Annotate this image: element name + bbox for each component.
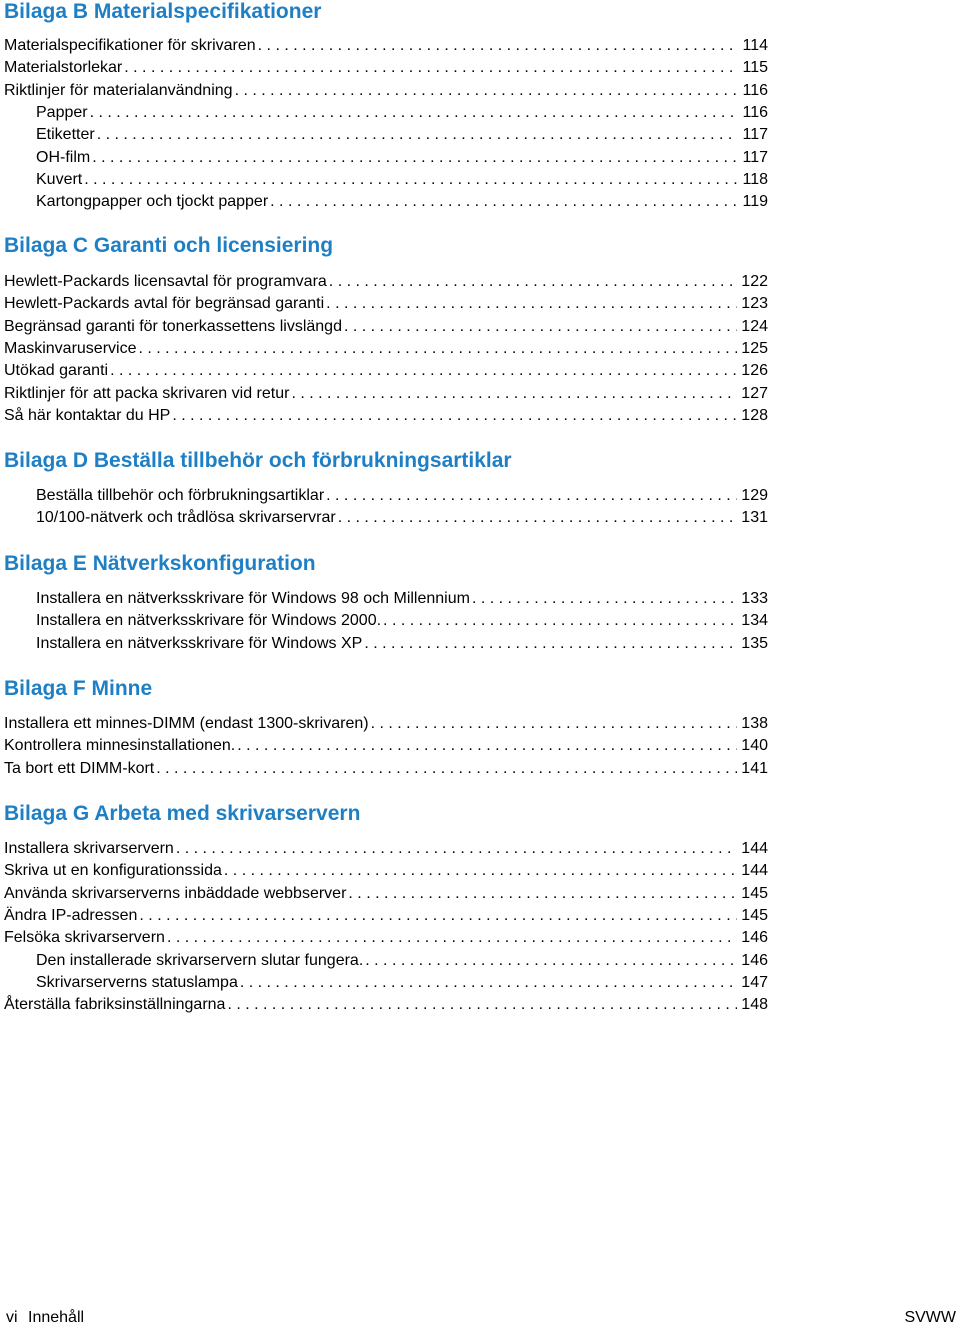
toc-entry-title: Maskinvaruservice xyxy=(4,339,137,357)
toc-entry[interactable] xyxy=(4,758,768,780)
toc-entry-title: Kontrollera minnesinstallationen. xyxy=(4,737,236,755)
dot-leader xyxy=(172,405,737,427)
dot-leader xyxy=(84,169,738,191)
dot-leader xyxy=(156,758,737,780)
dot-leader xyxy=(326,485,737,507)
toc-entry-page: 123 xyxy=(741,295,768,313)
toc-entry-title: Installera ett minnes-DIMM (endast 1300-skrivaren) xyxy=(4,715,369,732)
toc-entry-title: Begränsad garanti för tonerkassettens livslängd xyxy=(4,317,342,335)
toc-entry[interactable] xyxy=(4,994,768,1016)
toc-entry-title: Beställa tillbehör och förbrukningsartiklar xyxy=(36,487,325,504)
dot-leader xyxy=(383,610,737,632)
footer-left xyxy=(6,1306,90,1330)
toc-entry-page: 129 xyxy=(741,487,768,504)
toc-entry-page: 140 xyxy=(741,737,768,755)
toc-entry[interactable] xyxy=(4,271,768,293)
toc-entry[interactable] xyxy=(36,972,768,994)
toc-entry-page: 131 xyxy=(741,509,768,527)
toc-entry-title: Hewlett-Packards licensavtal för programvara xyxy=(4,273,327,290)
dot-leader xyxy=(291,383,737,405)
toc-entry-title: Skrivarserverns statuslampa xyxy=(36,973,238,991)
dot-leader xyxy=(139,905,737,927)
dot-leader xyxy=(344,316,737,338)
toc-entry[interactable] xyxy=(36,633,768,655)
toc-entry-page: 115 xyxy=(742,59,768,77)
page-footer xyxy=(0,1306,960,1330)
dot-leader xyxy=(138,338,737,360)
toc-entry-page: 146 xyxy=(741,951,768,969)
dot-leader xyxy=(176,838,737,860)
dot-leader xyxy=(348,883,737,905)
toc-entry-title: 10/100-nätverk och trådlösa skrivarservrar xyxy=(36,509,336,527)
section-heading[interactable]: Bilaga E Nätverkskonfiguration xyxy=(4,552,316,575)
toc-entry[interactable] xyxy=(36,950,768,972)
toc-entry-title: Installera en nätverksskrivare för Windows XP xyxy=(36,634,363,652)
dot-leader xyxy=(227,994,737,1016)
dot-leader xyxy=(97,124,739,146)
toc-entry-title: Installera en nätverksskrivare för Windows 98 och Millennium xyxy=(36,590,470,607)
toc-entry-page: 146 xyxy=(741,929,768,947)
toc-entry-title: Utökad garanti xyxy=(4,362,109,380)
toc-entry[interactable] xyxy=(4,316,768,338)
dot-leader xyxy=(237,735,737,757)
footer-page-number: vi xyxy=(6,1309,18,1326)
toc-entry[interactable] xyxy=(4,883,768,905)
toc-entry[interactable] xyxy=(4,860,768,882)
toc-entry-page: 126 xyxy=(741,362,768,380)
toc-entry[interactable] xyxy=(4,383,768,405)
toc-entry-title: Installera en nätverksskrivare för Windows 2000. xyxy=(36,612,382,630)
footer-section-name: Innehåll xyxy=(28,1309,85,1326)
toc-entry-title: OH-film xyxy=(36,148,91,166)
dot-leader xyxy=(167,927,737,949)
toc-entry-page: 119 xyxy=(742,193,768,211)
toc-entry[interactable] xyxy=(36,191,768,213)
toc-entry-title: Etiketter xyxy=(36,126,95,144)
toc-entry[interactable] xyxy=(4,293,768,315)
toc-entry-title: Materialstorlekar xyxy=(4,59,123,77)
toc-entry[interactable] xyxy=(4,405,768,427)
dot-leader xyxy=(365,950,737,972)
toc-entry-title: Installera skrivarservern xyxy=(4,840,174,857)
toc-entry-page: 117 xyxy=(742,148,768,166)
dot-leader xyxy=(90,102,739,124)
toc-entry-page: 148 xyxy=(741,996,768,1014)
toc-entry-page: 134 xyxy=(741,612,768,630)
toc-entry-page: 133 xyxy=(741,590,768,607)
toc-entry[interactable] xyxy=(4,338,768,360)
dot-leader xyxy=(338,507,738,529)
toc-entry-title: Felsöka skrivarservern xyxy=(4,929,165,947)
toc-entry[interactable] xyxy=(4,838,768,860)
toc-entry-page: 124 xyxy=(741,317,768,335)
toc-entry[interactable] xyxy=(36,102,768,124)
dot-leader xyxy=(326,293,737,315)
dot-leader xyxy=(371,713,738,735)
toc-entry[interactable] xyxy=(4,35,768,57)
dot-leader xyxy=(235,80,739,102)
toc-entry-title: Så här kontaktar du HP xyxy=(4,406,171,424)
toc-entry-title: Riktlinjer för att packa skrivaren vid retur xyxy=(4,384,290,402)
dot-leader xyxy=(329,271,738,293)
toc-entry-title: Hewlett-Packards avtal för begränsad garanti xyxy=(4,295,325,313)
toc-entry-title: Återställa fabriksinställningarna xyxy=(4,996,226,1014)
toc-entry-page: 122 xyxy=(741,273,768,290)
toc-entry-page: 144 xyxy=(741,862,768,880)
toc-entry[interactable] xyxy=(4,80,768,102)
toc-entry-title: Ta bort ett DIMM-kort xyxy=(4,759,155,777)
dot-leader xyxy=(270,191,738,213)
toc-entry-title: Kartongpapper och tjockt papper xyxy=(36,193,269,211)
section-heading[interactable]: Bilaga B Materialspecifikationer xyxy=(4,0,322,23)
toc-entry[interactable] xyxy=(4,927,768,949)
toc-entry-title: Skriva ut en konfigurationssida xyxy=(4,862,222,880)
section-heading[interactable]: Bilaga C Garanti och licensiering xyxy=(4,234,334,257)
dot-leader xyxy=(364,633,737,655)
toc-entry-page: 145 xyxy=(741,884,768,902)
section-heading[interactable]: Bilaga D Beställa tillbehör och förbrukningsartiklar xyxy=(4,449,512,472)
dot-leader xyxy=(258,35,739,57)
toc-entry-page: 145 xyxy=(741,906,768,924)
section-heading[interactable]: Bilaga G Arbeta med skrivarservern xyxy=(4,802,361,825)
toc-entry-page: 141 xyxy=(741,759,768,777)
toc-entry-page: 127 xyxy=(741,384,768,402)
toc-entry-page: 116 xyxy=(742,103,768,121)
toc-entry[interactable] xyxy=(36,124,768,146)
toc-entry-page: 118 xyxy=(742,170,768,188)
toc-entry-title: Riktlinjer för materialanvändning xyxy=(4,81,233,99)
toc-entry-title: Papper xyxy=(36,103,88,121)
dot-leader xyxy=(240,972,737,994)
toc-entry-page: 128 xyxy=(741,406,768,424)
toc-entry-title: Den installerade skrivarservern slutar fungera. xyxy=(36,951,364,969)
dot-leader xyxy=(110,360,737,382)
toc-entry-page: 125 xyxy=(741,339,768,357)
toc-entry[interactable] xyxy=(36,610,768,632)
toc-entry-title: Kuvert xyxy=(36,170,83,188)
toc-entry-page: 138 xyxy=(741,715,768,732)
toc-entry-title: Materialspecifikationer för skrivaren xyxy=(4,37,256,54)
toc-entry-page: 117 xyxy=(742,126,768,144)
toc-entry[interactable] xyxy=(4,713,768,735)
toc-entry-page: 116 xyxy=(742,81,768,99)
toc-entry-page: 135 xyxy=(741,634,768,652)
toc-entry[interactable] xyxy=(36,507,768,529)
toc-entry[interactable] xyxy=(36,485,768,507)
toc-entry-title: Använda skrivarserverns inbäddade webbserver xyxy=(4,884,347,902)
dot-leader xyxy=(224,860,737,882)
toc-entry-page: 114 xyxy=(742,37,768,54)
toc-entry-title: Ändra IP-adressen xyxy=(4,906,138,924)
section-heading[interactable]: Bilaga F Minne xyxy=(4,677,153,700)
toc-entry[interactable] xyxy=(4,360,768,382)
dot-leader xyxy=(472,588,737,610)
toc-entry-page: 147 xyxy=(741,973,768,991)
toc-entry[interactable] xyxy=(36,169,768,191)
toc-entry[interactable] xyxy=(36,588,768,610)
toc-entry[interactable] xyxy=(4,905,768,927)
toc-entry[interactable] xyxy=(4,735,768,757)
dot-leader xyxy=(124,57,738,79)
dot-leader xyxy=(92,147,738,169)
footer-doc-code: SVWW xyxy=(904,1309,956,1326)
toc-entry[interactable] xyxy=(36,147,768,169)
toc-entry-page: 144 xyxy=(741,840,768,857)
toc-entry[interactable] xyxy=(4,57,768,79)
